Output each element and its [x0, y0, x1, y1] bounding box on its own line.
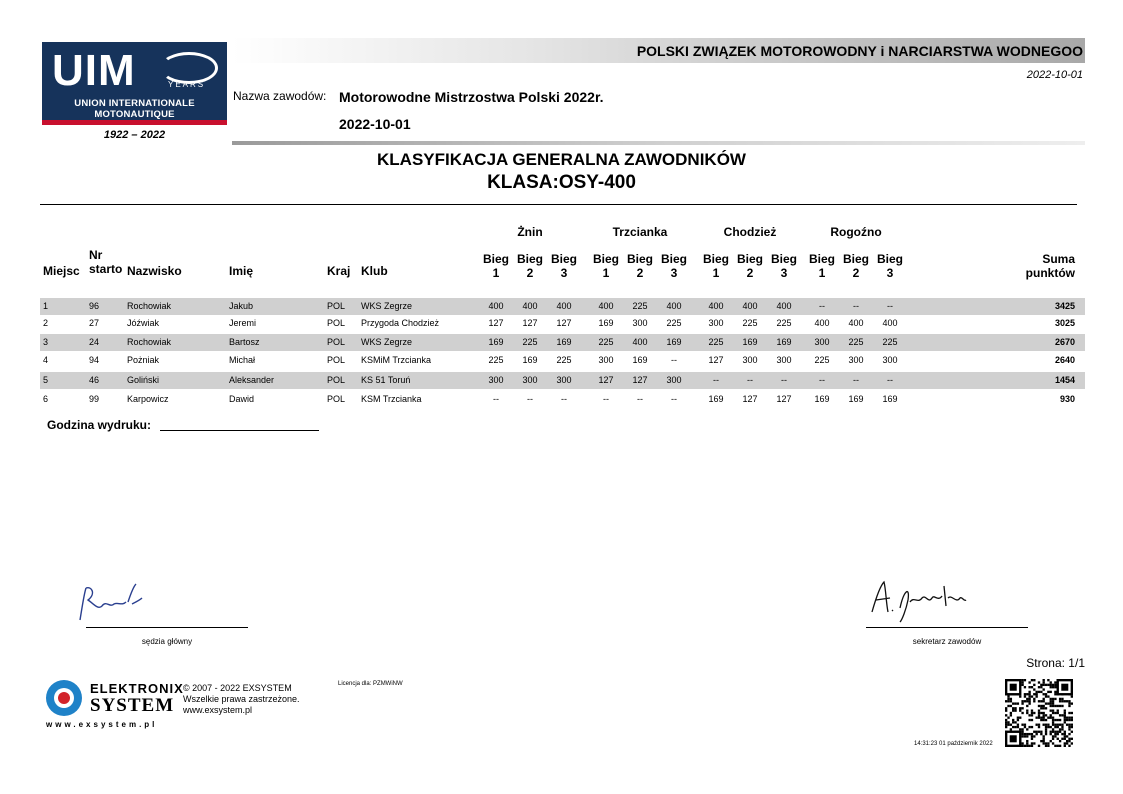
cell-score: 225 [666, 318, 682, 328]
cell-score: 400 [522, 301, 538, 311]
cell-score: -- [853, 301, 859, 311]
heat-word: Bieg [842, 252, 869, 266]
cell-country: POL [327, 394, 346, 404]
heat-number: 1 [492, 266, 500, 280]
cell-score: 300 [708, 318, 724, 328]
col-sum-line1: Suma [1042, 252, 1075, 266]
cell-start: 24 [89, 337, 100, 347]
cell-score: 169 [776, 337, 792, 347]
table-row [40, 334, 1085, 351]
cell-score: 169 [742, 337, 758, 347]
cell-score: -- [853, 375, 859, 385]
logo-mark: UIM [52, 46, 136, 95]
cell-start: 94 [89, 355, 100, 365]
cell-score: 300 [632, 318, 648, 328]
cell-score: 300 [522, 375, 538, 385]
cell-sum: 2640 [1054, 355, 1075, 365]
heat-word: Bieg [876, 252, 903, 266]
cell-score: 400 [598, 301, 614, 311]
chief-judge-line [86, 627, 248, 628]
cell-score: 400 [814, 318, 830, 328]
license-text: Licencja dla: PZMWiNW [338, 681, 403, 687]
cell-score: 400 [666, 301, 682, 311]
cell-score: 225 [814, 355, 830, 365]
cell-score: 400 [488, 301, 504, 311]
heat-header [804, 252, 840, 280]
cell-score: 400 [556, 301, 572, 311]
cell-score: 225 [742, 318, 758, 328]
heat-word: Bieg [626, 252, 653, 266]
secretary-line [866, 627, 1028, 628]
col-start-line1: Nr [89, 248, 103, 262]
heat-header [698, 252, 734, 280]
cell-start: 96 [89, 301, 100, 311]
cell-country: POL [327, 301, 346, 311]
cell-score: 300 [882, 355, 898, 365]
cell-score: -- [493, 394, 499, 404]
cell-score: -- [671, 394, 677, 404]
cell-surname: Goliński [127, 375, 160, 385]
competition-name: Motorowodne Mistrzostwa Polski 2022r. [339, 89, 604, 105]
cell-place: 6 [43, 394, 49, 404]
cell-place: 4 [43, 355, 49, 365]
chief-judge-signature [72, 580, 152, 625]
secretary-signature [866, 576, 976, 626]
col-surname: Nazwisko [127, 264, 182, 278]
cell-score: 400 [882, 318, 898, 328]
table-row [40, 298, 1085, 315]
cell-place: 5 [43, 375, 49, 385]
generated-timestamp: 14:31:23 01 październik 2022 [914, 741, 993, 747]
cell-club: WKS Zegrze [361, 337, 413, 347]
copyright-line1: © 2007 - 2022 EXSYSTEM [183, 683, 292, 693]
cell-place: 2 [43, 318, 49, 328]
cell-surname: Rochowiak [127, 301, 172, 311]
heat-number: 3 [560, 266, 568, 280]
cell-country: POL [327, 355, 346, 365]
cell-score: -- [671, 355, 677, 365]
org-name: POLSKI ZWIĄZEK MOTOROWODNY i NARCIARSTWA WODNEGOO [636, 43, 1083, 59]
cell-club: KSMiM Trzcianka [361, 355, 432, 365]
cell-score: 300 [814, 337, 830, 347]
heat-number: 2 [852, 266, 860, 280]
heat-number: 2 [526, 266, 534, 280]
col-sum-line2: punktów [1025, 266, 1075, 280]
logo-years: YEARS [168, 80, 206, 89]
exsystem-logo-dot [58, 692, 70, 704]
cell-score: 300 [848, 355, 864, 365]
cell-score: 169 [488, 337, 504, 347]
cell-score: 225 [776, 318, 792, 328]
header-divider [232, 141, 1085, 145]
cell-country: POL [327, 375, 346, 385]
cell-country: POL [327, 337, 346, 347]
cell-sum: 3425 [1054, 301, 1075, 311]
competition-date: 2022-10-01 [339, 116, 411, 132]
heat-header [732, 252, 768, 280]
col-country: Kraj [327, 264, 351, 278]
table-row [40, 391, 1085, 408]
cell-score: 127 [742, 394, 758, 404]
competition-label: Nazwa zawodów: [233, 89, 327, 103]
cell-club: KSM Trzcianka [361, 394, 422, 404]
cell-sum: 1454 [1054, 375, 1075, 385]
heat-number: 2 [746, 266, 754, 280]
cell-score: 169 [882, 394, 898, 404]
cell-start: 46 [89, 375, 100, 385]
heat-word: Bieg [592, 252, 619, 266]
cell-score: 225 [632, 301, 648, 311]
logo-period: 1922 – 2022 [103, 129, 166, 141]
cell-club: WKS Zegrze [361, 301, 413, 311]
cell-score: 400 [708, 301, 724, 311]
cell-score: 169 [708, 394, 724, 404]
cell-score: -- [887, 375, 893, 385]
cell-score: 300 [488, 375, 504, 385]
heat-word: Bieg [736, 252, 763, 266]
cell-score: 127 [598, 375, 614, 385]
cell-score: 400 [848, 318, 864, 328]
class-title: KLASA:OSY-400 [487, 172, 636, 193]
cell-name: Aleksander [229, 375, 275, 385]
title-divider [40, 204, 1077, 205]
cell-score: 169 [848, 394, 864, 404]
cell-score: -- [887, 301, 893, 311]
print-time-label: Godzina wydruku: [47, 418, 152, 432]
table-row [40, 352, 1085, 369]
cell-score: 300 [666, 375, 682, 385]
cell-surname: Karpowicz [127, 394, 169, 404]
cell-score: 225 [556, 355, 572, 365]
cell-score: 169 [666, 337, 682, 347]
brand-line1: ELEKTRONIX [90, 681, 184, 696]
cell-surname: Jóźwiak [127, 318, 160, 328]
heat-number: 3 [886, 266, 894, 280]
cell-score: 169 [632, 355, 648, 365]
heat-header [478, 252, 514, 280]
heat-header [656, 252, 692, 280]
venue-header: Żnin [517, 225, 543, 239]
heat-word: Bieg [660, 252, 687, 266]
cell-place: 1 [43, 301, 49, 311]
cell-sum: 930 [1059, 394, 1075, 404]
heat-header [588, 252, 624, 280]
cell-score: 169 [522, 355, 538, 365]
print-time-field [160, 430, 319, 431]
page-title: KLASYFIKACJA GENERALNA ZAWODNIKÓW [377, 150, 746, 169]
cell-country: POL [327, 318, 346, 328]
heat-word: Bieg [770, 252, 797, 266]
logo-full-name: UNION INTERNATIONALE MOTONAUTIQUE [74, 98, 195, 120]
cell-surname: Rochowiak [127, 337, 172, 347]
heat-number: 1 [712, 266, 720, 280]
heat-word: Bieg [516, 252, 543, 266]
cell-score: -- [819, 375, 825, 385]
cell-score: 127 [632, 375, 648, 385]
cell-score: -- [637, 394, 643, 404]
cell-score: -- [819, 301, 825, 311]
cell-score: 127 [556, 318, 572, 328]
col-place: Miejsc [43, 264, 80, 278]
cell-score: -- [603, 394, 609, 404]
cell-name: Jeremi [229, 318, 257, 328]
cell-start: 27 [89, 318, 100, 328]
cell-score: 127 [488, 318, 504, 328]
page-number: Strona: 1/1 [1026, 656, 1085, 670]
cell-place: 3 [43, 337, 49, 347]
heat-header [766, 252, 802, 280]
col-club: Klub [361, 264, 388, 278]
cell-name: Michał [229, 355, 256, 365]
cell-score: 127 [522, 318, 538, 328]
heat-word: Bieg [808, 252, 835, 266]
venue-header: Chodzież [723, 225, 777, 239]
cell-sum: 3025 [1054, 318, 1075, 328]
cell-surname: Pożniak [127, 355, 160, 365]
chief-judge-role: sędzia główny [141, 637, 193, 646]
cell-name: Bartosz [229, 337, 260, 347]
cell-score: 300 [776, 355, 792, 365]
cell-start: 99 [89, 394, 100, 404]
cell-score: 225 [598, 337, 614, 347]
cell-club: KS 51 Toruń [361, 375, 411, 385]
heat-header [872, 252, 908, 280]
cell-name: Dawid [229, 394, 255, 404]
cell-score: 225 [488, 355, 504, 365]
heat-word: Bieg [702, 252, 729, 266]
venue-header: Rogoźno [830, 225, 882, 239]
cell-score: 300 [598, 355, 614, 365]
cell-club: Przygoda Chodzież [361, 318, 440, 328]
heat-word: Bieg [550, 252, 577, 266]
cell-score: -- [527, 394, 533, 404]
heat-header [546, 252, 582, 280]
table-row [40, 372, 1085, 389]
table-row [40, 315, 1085, 332]
cell-name: Jakub [229, 301, 254, 311]
cell-score: 225 [848, 337, 864, 347]
heat-word: Bieg [482, 252, 509, 266]
cell-score: 225 [882, 337, 898, 347]
cell-score: -- [713, 375, 719, 385]
heat-header [622, 252, 658, 280]
cell-score: 225 [522, 337, 538, 347]
heat-number: 2 [636, 266, 644, 280]
logo-stripe [42, 120, 227, 125]
heat-header [512, 252, 548, 280]
brand-web: www.exsystem.pl [46, 720, 158, 729]
cell-score: 400 [742, 301, 758, 311]
cell-score: 300 [556, 375, 572, 385]
cell-score: 400 [776, 301, 792, 311]
venue-header: Trzcianka [612, 225, 668, 239]
cell-score: 169 [598, 318, 614, 328]
cell-score: 400 [632, 337, 648, 347]
cell-score: 127 [708, 355, 724, 365]
cell-sum: 2670 [1054, 337, 1075, 347]
print-date: 2022-10-01 [1026, 69, 1083, 81]
cell-score: -- [561, 394, 567, 404]
col-name: Imię [229, 264, 254, 278]
copyright-line2: Wszelkie prawa zastrzeżone. [183, 694, 300, 704]
qr-code-icon [1003, 679, 1075, 747]
cell-score: 169 [556, 337, 572, 347]
heat-number: 1 [818, 266, 826, 280]
copyright-line3: www.exsystem.pl [183, 705, 253, 715]
heat-number: 3 [670, 266, 678, 280]
cell-score: -- [781, 375, 787, 385]
heat-header [838, 252, 874, 280]
cell-score: 225 [708, 337, 724, 347]
secretary-role: sekretarz zawodów [912, 637, 982, 646]
cell-score: 169 [814, 394, 830, 404]
heat-number: 1 [602, 266, 610, 280]
col-start-line2: starto [89, 262, 123, 276]
cell-score: -- [747, 375, 753, 385]
heat-number: 3 [780, 266, 788, 280]
brand-line2: SYSTEM [90, 695, 175, 716]
cell-score: 127 [776, 394, 792, 404]
cell-score: 300 [742, 355, 758, 365]
